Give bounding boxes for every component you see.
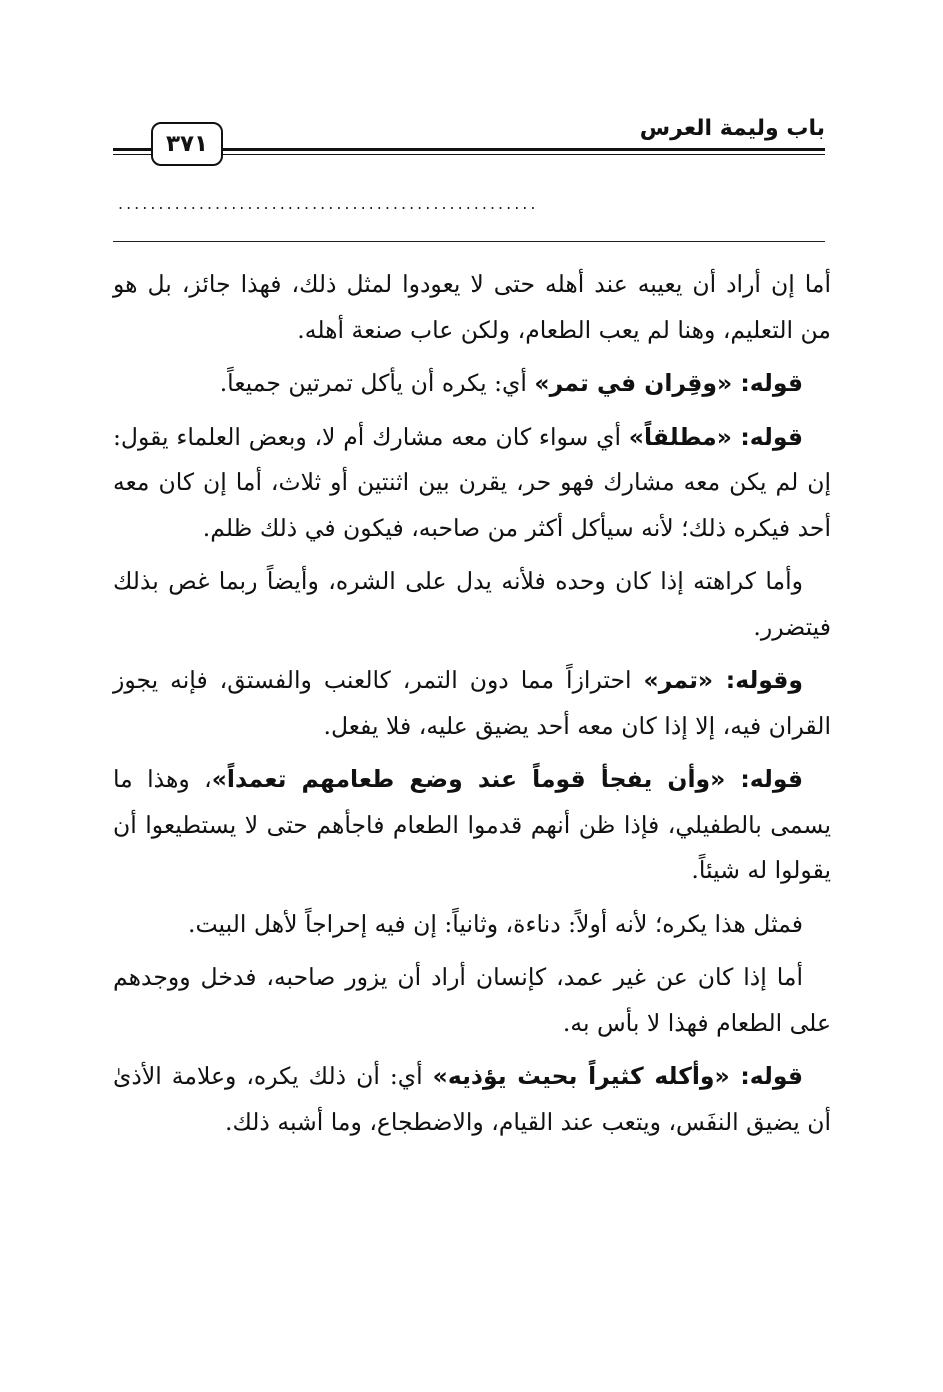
paragraph bbox=[113, 361, 831, 407]
quoted-term: قوله: «وأكله كثيراً بحيث يؤذيه» bbox=[432, 1062, 803, 1090]
quoted-term: قوله: «وقِران في تمر» bbox=[534, 369, 803, 397]
paragraph-text: وأما كراهته إذا كان وحده فلأنه يدل على الشره، وأيضاً ربما غص بذلك فيتضرر. bbox=[113, 567, 831, 641]
running-title: باب وليمة العرس bbox=[639, 116, 825, 141]
paragraph bbox=[113, 1054, 831, 1145]
paragraph-text: أما إذا كان عن غير عمد، كإنسان أراد أن يزور صاحبه، فدخل ووجدهم على الطعام فهذا لا بأس به. bbox=[113, 963, 831, 1037]
paragraph-text: أي: أن ذلك يكره، وعلامة الأذىٰ أن يضيق النفَس، ويتعب عند القيام، والاضطجاع، وما أشبه ذلك. bbox=[113, 1062, 831, 1136]
paragraph-text: أما إن أراد أن يعيبه عند أهله حتى لا يعودوا لمثل ذلك، فهذا جائز، بل هو من التعليم، وهنا لم يعب الطعام، ولكن عاب صنعة أهله. bbox=[113, 270, 831, 344]
paragraph-text: أي سواء كان معه مشارك أم لا، وبعض العلماء يقول: إن لم يكن معه مشارك فهو حر، يقرن بين اثنتين أو ثلاث، أما إن كان معه أحد فيكره ذلك؛ لأنه سيأكل أكثر من صاحبه، فيكون في ذلك ظلم. bbox=[113, 422, 831, 542]
paragraph-text: فمثل هذا يكره؛ لأنه أولاً: دناءة، وثانياً: إن فيه إحراجاً لأهل البيت. bbox=[188, 909, 803, 938]
quoted-term: قوله: «مطلقاً» bbox=[628, 422, 803, 451]
paragraph bbox=[113, 658, 831, 749]
quoted-term: وقوله: «تمر» bbox=[643, 666, 803, 694]
paragraph-text: أي: يكره أن يأكل تمرتين جميعاً. bbox=[219, 369, 535, 397]
paragraph bbox=[113, 955, 831, 1046]
page-header bbox=[113, 112, 825, 172]
paragraph-text: احترازاً مما دون التمر، كالعنب والفستق، فإنه يجوز القران فيه، إلا إذا كان معه أحد يضيق عليه، فلا يفعل. bbox=[113, 666, 831, 740]
paragraph bbox=[113, 415, 831, 552]
quoted-term: قوله: «وأن يفجأ قوماً عند وضع طعامهم تعمداً» bbox=[211, 765, 803, 793]
paragraph bbox=[113, 559, 831, 650]
paragraph bbox=[113, 262, 831, 353]
body-text bbox=[113, 262, 831, 1153]
separator-dots: .................................................... bbox=[118, 194, 539, 213]
paragraph bbox=[113, 902, 831, 948]
paragraph bbox=[113, 757, 831, 894]
paragraph-text: ، وهذا ما يسمى بالطفيلي، فإذا ظن أنهم قدموا الطعام فاجأهم حتى لا يستطيعوا أن يقولوا له شيئاً. bbox=[113, 765, 831, 884]
separator-line bbox=[113, 241, 825, 242]
page-number: ٣٧١ bbox=[151, 122, 223, 166]
